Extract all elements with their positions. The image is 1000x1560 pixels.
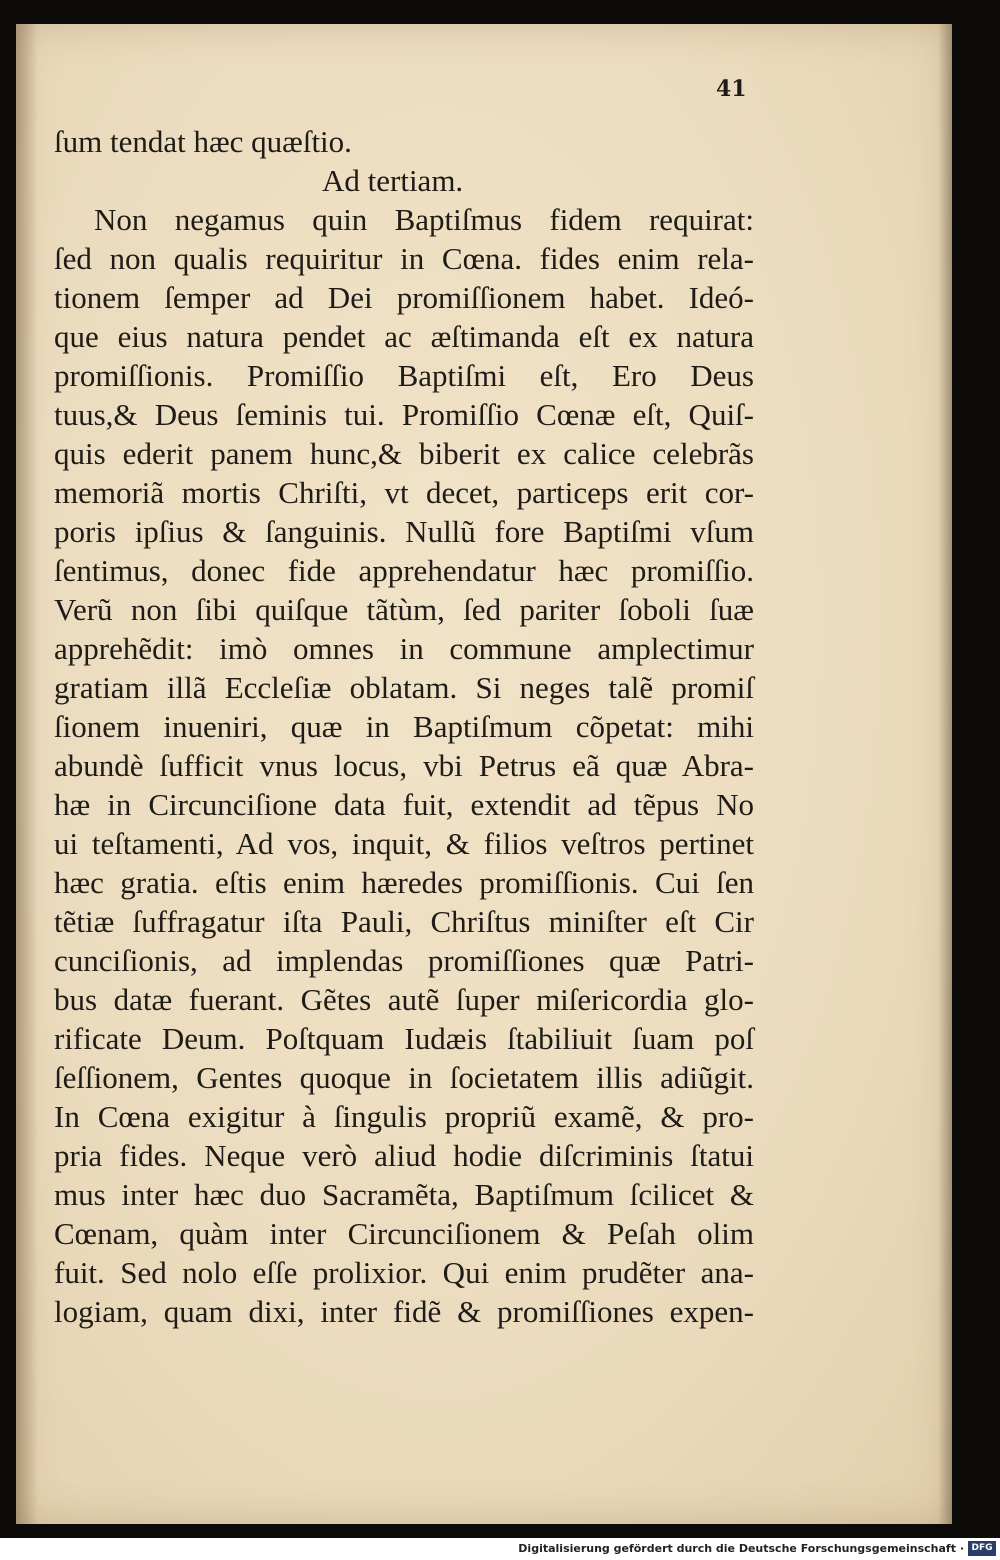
funding-notice bbox=[518, 1542, 964, 1555]
text-line: promiſſionis. Promiſſio Baptiſmi eſt, Ero Deus bbox=[54, 358, 754, 393]
page-number: 41 bbox=[716, 76, 747, 102]
footer-separator: · bbox=[959, 1542, 964, 1555]
section-heading: Ad tertiam. bbox=[322, 163, 464, 198]
text-line: tionem ſemper ad Dei promiſſionem habet. Ideó- bbox=[54, 280, 754, 315]
text-line: poris ipſius & ſanguinis. Nullũ fore Baptiſmi vſum bbox=[54, 514, 754, 549]
text-line: tẽtiæ ſuffragatur iſta Pauli, Chriſtus miniſter eſt Cir bbox=[54, 904, 754, 939]
text-line: ſed non qualis requiritur in Cœna. fides enim rela- bbox=[54, 241, 754, 276]
text-line: In Cœna exigitur à ſingulis propriũ examẽ, & pro- bbox=[54, 1099, 754, 1134]
dfg-logo: DFG bbox=[968, 1541, 996, 1556]
text-line: ſeſſionem, Gentes quoque in ſocietatem illis adiũgit. bbox=[54, 1060, 754, 1095]
text-line: logiam, quam dixi, inter fidẽ & promiſſiones expen- bbox=[54, 1294, 754, 1329]
text-line: Verũ non ſibi quiſque tãtùm, ſed pariter ſoboli ſuæ bbox=[54, 592, 754, 627]
book-page bbox=[16, 24, 952, 1524]
text-line: que eius natura pendet ac æſtimanda eſt ex natura bbox=[54, 319, 754, 354]
text-line: quis ederit panem hunc,& biberit ex calice celebrãs bbox=[54, 436, 754, 471]
text-line: Cœnam, quàm inter Circunciſionem & Peſah olim bbox=[54, 1216, 754, 1251]
text-line: cunciſionis, ad implendas promiſſiones quæ Patri- bbox=[54, 943, 754, 978]
text-line: tuus,& Deus ſeminis tui. Promiſſio Cœnæ eſt, Quiſ- bbox=[54, 397, 754, 432]
text-line: ſentimus, donec fide apprehendatur hæc promiſſio. bbox=[54, 553, 754, 588]
text-line: gratiam illã Eccleſiæ oblatam. Si neges talẽ promiſ bbox=[54, 670, 754, 705]
text-line: ſum tendat hæc quæſtio. bbox=[54, 124, 352, 159]
text-line: fuit. Sed nolo eſſe prolixior. Qui enim prudẽter ana- bbox=[54, 1255, 754, 1290]
text-line: abundè ſufficit vnus locus, vbi Petrus eã quæ Abra- bbox=[54, 748, 754, 783]
text-line: Non negamus quin Baptiſmus fidem requirat: bbox=[94, 202, 754, 237]
text-line: apprehẽdit: imò omnes in commune amplectimur bbox=[54, 631, 754, 666]
text-line: hæ in Circunciſione data fuit, extendit ad tẽpus No bbox=[54, 787, 754, 822]
text-line: ui teſtamenti, Ad vos, inquit, & filios veſtros pertinet bbox=[54, 826, 754, 861]
text-line: bus datæ fuerant. Gẽtes autẽ ſuper miſericordia glo- bbox=[54, 982, 754, 1017]
text-line: hæc gratia. eſtis enim hæredes promiſſionis. Cui ſen bbox=[54, 865, 754, 900]
footer-bar bbox=[0, 1538, 1000, 1560]
text-line: rificate Deum. Poſtquam Iudæis ſtabiliuit ſuam poſ bbox=[54, 1021, 754, 1056]
funding-notice-text: Digitalisierung gefördert durch die Deutsche Forschungsgemeinschaft bbox=[518, 1542, 956, 1555]
text-line: mus inter hæc duo Sacramẽta, Baptiſmum ſcilicet & bbox=[54, 1177, 754, 1212]
page-text bbox=[54, 122, 754, 1331]
text-line: ſionem inueniri, quæ in Baptiſmum cõpetat: mihi bbox=[54, 709, 754, 744]
text-line: memoriã mortis Chriſti, vt decet, particeps erit cor- bbox=[54, 475, 754, 510]
text-line: pria fides. Neque verò aliud hodie diſcriminis ſtatui bbox=[54, 1138, 754, 1173]
